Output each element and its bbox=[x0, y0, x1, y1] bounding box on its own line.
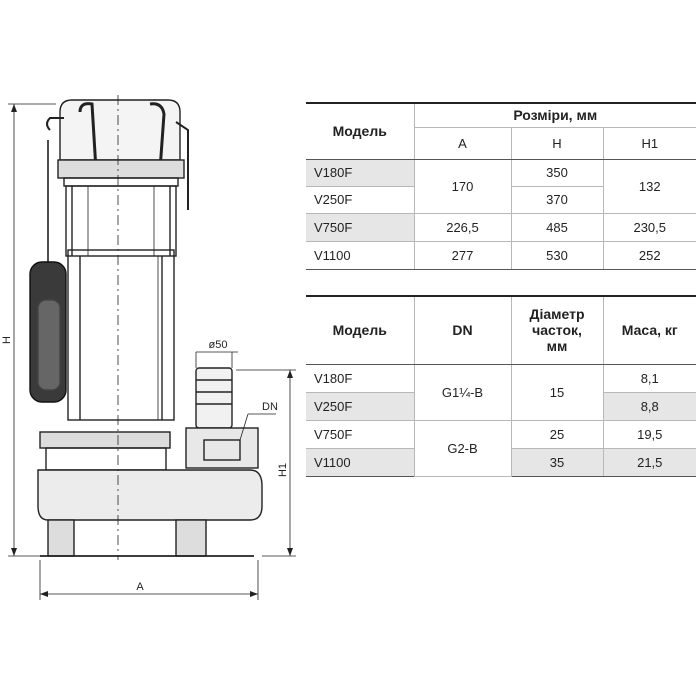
model-cell: V180F bbox=[306, 364, 414, 392]
dn-header: DN bbox=[414, 296, 511, 364]
particle-diameter-cell: 25 bbox=[511, 420, 603, 448]
mass-cell: 19,5 bbox=[603, 420, 696, 448]
model-cell: V180F bbox=[306, 159, 414, 186]
model-cell: V1100 bbox=[306, 448, 414, 476]
dn-cell: G1¼-B bbox=[414, 364, 511, 420]
column-header-a: A bbox=[414, 127, 511, 159]
dim-label-h1: H1 bbox=[277, 462, 289, 478]
mass-cell: 21,5 bbox=[603, 448, 696, 476]
model-cell: V1100 bbox=[306, 241, 414, 269]
model-cell: V750F bbox=[306, 213, 414, 241]
model-header: Модель bbox=[306, 296, 414, 364]
dim-label-dn: DN bbox=[262, 401, 278, 413]
particle-diameter-cell: 15 bbox=[511, 364, 603, 420]
particle-header-line: часток, bbox=[532, 322, 582, 339]
model-cell: V250F bbox=[306, 186, 414, 213]
dim-a-cell: 277 bbox=[414, 241, 511, 269]
model-cell: V750F bbox=[306, 420, 414, 448]
particle-header-line: Діаметр bbox=[529, 306, 585, 323]
specs-table bbox=[306, 295, 696, 477]
dn-cell: G2-B bbox=[414, 420, 511, 476]
dim-label-a: A bbox=[136, 581, 144, 593]
particle-header-line: мм bbox=[546, 338, 568, 355]
dim-h-cell: 485 bbox=[511, 213, 603, 241]
dim-h1-cell: 230,5 bbox=[603, 213, 696, 241]
particle-diameter-header bbox=[511, 296, 603, 364]
particle-diameter-cell: 35 bbox=[511, 448, 603, 476]
model-header: Модель bbox=[306, 103, 414, 159]
column-header-h1: H1 bbox=[603, 127, 696, 159]
dimensions-table bbox=[306, 102, 696, 270]
dim-a-cell: 170 bbox=[414, 159, 511, 213]
mass-cell: 8,1 bbox=[603, 364, 696, 392]
column-header-h: H bbox=[511, 127, 603, 159]
dim-label-outlet: ø50 bbox=[208, 339, 228, 351]
dim-a-cell: 226,5 bbox=[414, 213, 511, 241]
dim-h-cell: 350 bbox=[511, 159, 603, 186]
dim-label-h: H bbox=[1, 336, 13, 344]
model-cell: V250F bbox=[306, 392, 414, 420]
pump-drawing bbox=[0, 0, 300, 700]
mass-header: Маса, кг bbox=[603, 296, 696, 364]
dim-h-cell: 370 bbox=[511, 186, 603, 213]
dimensions-group-header: Розміри, мм bbox=[414, 103, 696, 127]
dim-h1-cell: 132 bbox=[603, 159, 696, 213]
dim-h1-cell: 252 bbox=[603, 241, 696, 269]
mass-cell: 8,8 bbox=[603, 392, 696, 420]
dim-h-cell: 530 bbox=[511, 241, 603, 269]
